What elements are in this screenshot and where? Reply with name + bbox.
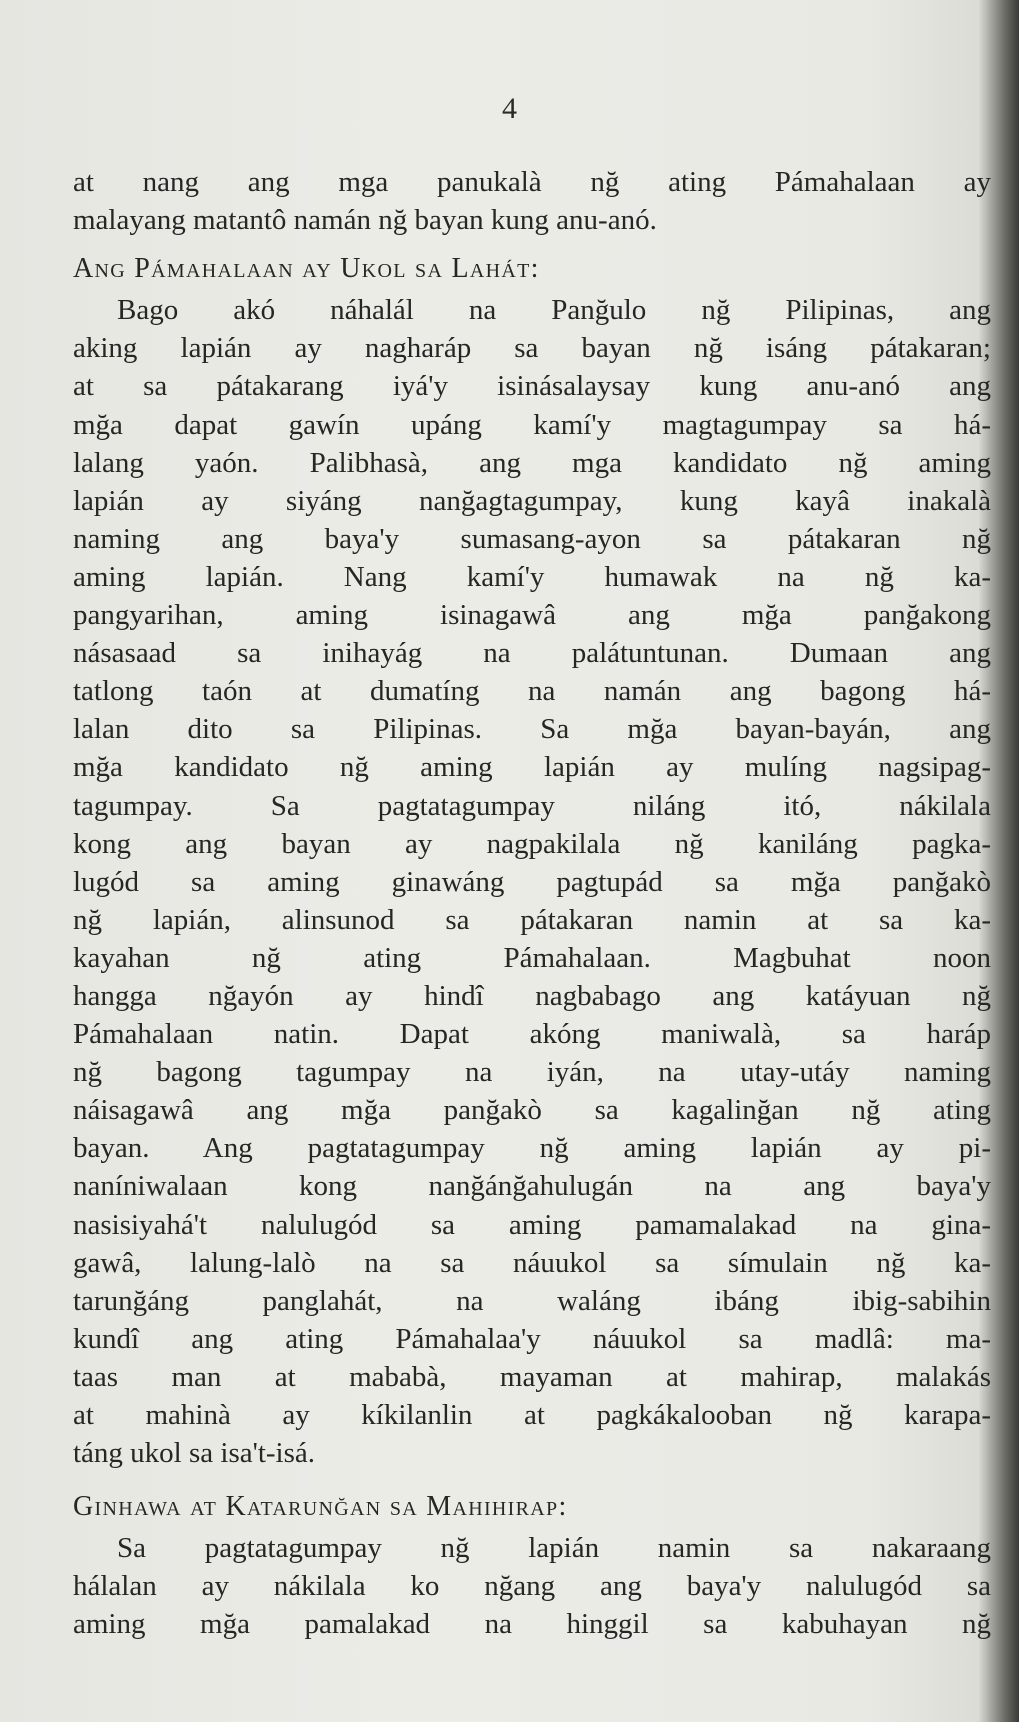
text-line: aming mğa pamalakad na hinggil sa kabuhayan nğ	[73, 1608, 991, 1641]
text-line: tagumpay. Sa pagtatagumpay niláng itó, nákilala	[73, 789, 991, 822]
text-line: Bago akó náhalál na Panğulo nğ Pilipinas, ang	[117, 294, 991, 327]
text-line: at mahinà ay kíkilanlin at pagkákalooban nğ karapa-	[73, 1399, 991, 1431]
text-line: naníniwalaan kong nanğánğahulugán na ang baya'y	[73, 1170, 991, 1203]
section-ginhawa-paragraph	[73, 1529, 991, 1643]
text-line: hangga nğayón ay hindî nagbabago ang katáyuan nğ	[73, 979, 991, 1012]
text-line: at sa pátakarang iyá'y isinásalaysay kung anu-anó ang	[73, 370, 991, 403]
text-line: pangyarihan, aming isinagawâ ang mğa panğakong	[73, 599, 991, 632]
text-line: aking lapián ay nagharáp sa bayan nğ isáng pátakaran;	[73, 332, 991, 365]
text-line: nğ lapián, alinsunod sa pátakaran namin at sa ka-	[73, 903, 991, 936]
text-line: mğa kandidato nğ aming lapián ay mulíng nagsipag-	[73, 751, 991, 784]
section-pamahalaan-paragraph	[73, 291, 991, 1472]
text-line: taas man at mababà, mayaman at mahirap, malakás	[73, 1360, 991, 1393]
text-line: kundî ang ating Pámahalaa'y náuukol sa madlâ: ma-	[73, 1322, 991, 1355]
text-line: nğ bagong tagumpay na iyán, na utay-utáy naming	[73, 1056, 991, 1089]
text-line: hálalan ay nákilala ko nğang ang baya'y nalulugód sa	[73, 1570, 991, 1603]
section-heading-ginhawa: Ginhawa at Katarunğan sa Mahihirap:	[73, 1491, 568, 1523]
text-line: tarunğáng panglahát, na waláng ibáng ibig-sabihin	[73, 1284, 991, 1317]
text-line: bayan. Ang pagtatagumpay nğ aming lapián ay pi-	[73, 1132, 991, 1165]
text-line: aming lapián. Nang kamí'y humawak na nğ ka-	[73, 560, 991, 593]
text-line: lapián ay siyáng nanğagtagumpay, kung kayâ inakalà	[73, 484, 991, 517]
text-line: Pámahalaan natin. Dapat akóng maniwalà, sa haráp	[73, 1018, 991, 1051]
text-line: Sa pagtatagumpay nğ lapián namin sa nakaraang	[117, 1532, 991, 1565]
text-line: násasaad sa inihayág na palátuntunan. Dumaan ang	[73, 637, 991, 670]
page-number: 4	[502, 92, 517, 125]
text-line: lalang yaón. Palibhasà, ang mga kandidato nğ aming	[73, 446, 991, 479]
text-line: mğa dapat gawín upáng kamí'y magtagumpay sa há-	[73, 408, 991, 441]
text-line: nasisiyahá't nalulugód sa aming pamamalakad na gina-	[73, 1208, 991, 1241]
text-line: lugód sa aming ginawáng pagtupád sa mğa panğakò	[73, 865, 991, 898]
text-line: lalan dito sa Pilipinas. Sa mğa bayan-bayán, ang	[73, 713, 991, 746]
text-line: táng ukol sa isa't-isá.	[73, 1437, 316, 1470]
text-line: náisagawâ ang mğa panğakò sa kagalinğan nğ ating	[73, 1094, 991, 1127]
text-line: gawâ, lalung-lalò na sa náuukol sa símulain nğ ka-	[73, 1246, 991, 1279]
text-line: naming ang baya'y sumasang-ayon sa pátakaran nğ	[73, 522, 991, 555]
section-heading-pamahalaan: Ang Pámahalaan ay Ukol sa Lahát:	[73, 253, 540, 285]
page-body	[73, 163, 991, 1644]
text-line: malayang matantô namán nğ bayan kung anu-anó.	[73, 204, 657, 237]
text-line: kayahan nğ ating Pámahalaan. Magbuhat noon	[73, 941, 991, 974]
text-line: tatlong taón at dumatíng na namán ang bagong há-	[73, 675, 991, 708]
text-line: kong ang bayan ay nagpakilala nğ kaniláng pagka-	[73, 827, 991, 860]
text-line: at nang ang mga panukalà nğ ating Pámahalaan ay	[73, 166, 991, 198]
